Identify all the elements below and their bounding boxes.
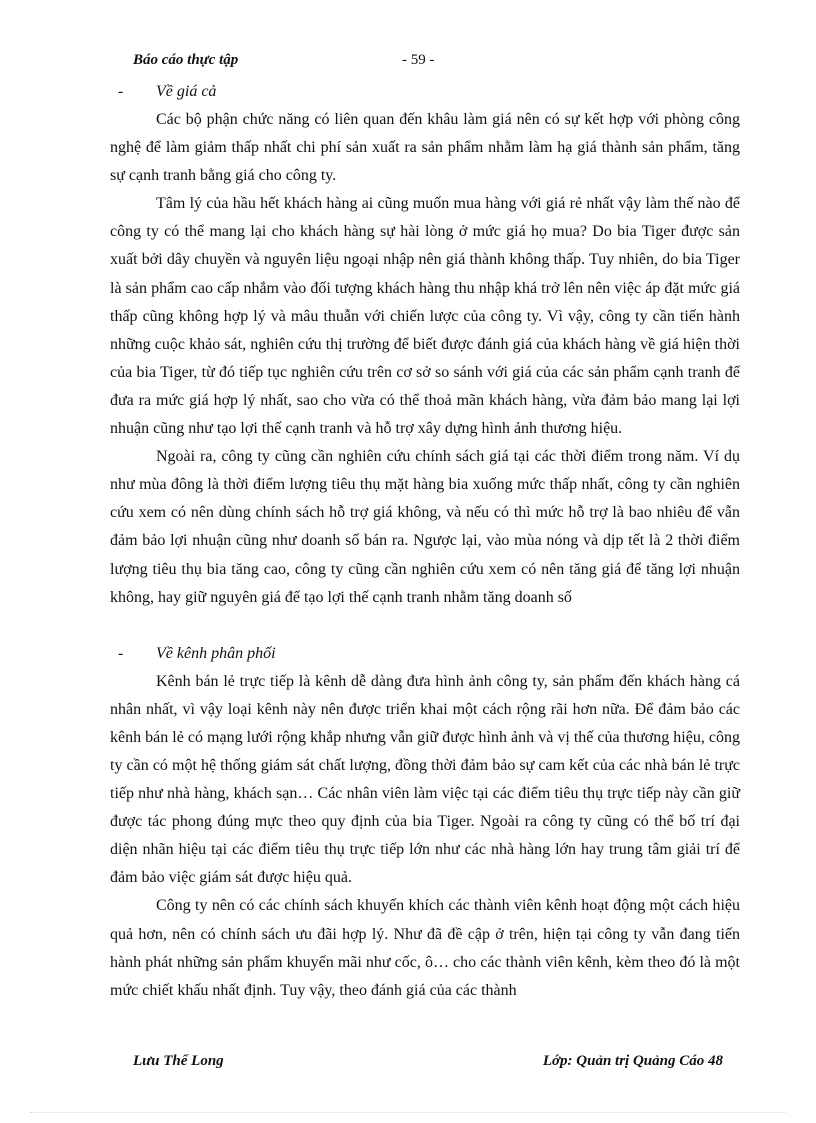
paragraph: Công ty nên có các chính sách khuyến khích các thành viên kênh hoạt động một cách hiệu quả hơn, nên có chính sách ưu đãi hợp lý. Như đã đề cập ở trên, hiện tại công ty vẫn đang tiến hành phát những sản phẩm khuyến mãi như cốc, ô… cho các thành viên kênh, kèm theo đó là một mức chiết khấu nhất định. Tuy vậy, theo đánh giá của các thành xyxy=(110,897,740,999)
section-heading-price xyxy=(110,78,740,106)
bullet-dash: - xyxy=(118,644,124,662)
section-heading-label: Về giá cả xyxy=(156,83,217,100)
page-bottom-edge xyxy=(30,1112,786,1113)
paragraph: Kênh bán lẻ trực tiếp là kênh dễ dàng đưa hình ảnh công ty, sản phẩm đến khách hàng cá nhân nhất, vì vậy loại kênh này nên được triển khai một cách rộng rãi hơn nữa. Để đảm bảo các kênh bán lẻ có mạng lưới rộng khắp nhưng vẫn giữ được hình ảnh và vị thế của thương hiệu, công ty cần có một hệ thống giám sát chất lượng, đồng thời đảm bảo sự cam kết của các nhà bán lẻ trực tiếp như nhà hàng, khách sạn… Các nhân viên làm việc tại các điểm tiêu thụ trực tiếp này cần giữ được tác phong đúng mực theo quy định của bia Tiger. Ngoài ra công ty cũng có thể bố trí đại diện nhãn hiệu tại các điểm tiêu thụ trực tiếp lớn như các nhà hàng lớn hay trung tâm giải trí để đảm bảo việc giám sát được hiệu quả. xyxy=(110,672,740,887)
page-number: - 59 - xyxy=(402,52,435,68)
page-footer xyxy=(133,1053,723,1075)
report-title: Báo cáo thực tập xyxy=(133,52,239,68)
class-label: Lớp: Quản trị Quảng Cáo 48 xyxy=(542,1053,723,1069)
paragraph: Các bộ phận chức năng có liên quan đến khâu làm giá nên có sự kết hợp với phòng công nghệ để làm giảm thấp nhất chi phí sản xuất ra sản phẩm nhằm làm hạ giá thành sản phẩm, tăng sự cạnh tranh bằng giá cho công ty. xyxy=(110,111,740,185)
bullet-dash: - xyxy=(118,83,124,100)
blank-line xyxy=(110,612,740,640)
section-heading-distribution xyxy=(110,640,740,668)
paragraph: Tâm lý của hầu hết khách hàng ai cũng muốn mua hàng với giá rẻ nhất vậy làm thế nào để công ty có thể mang lại cho khách hàng sự hài lòng ở mức giá họ mua? Do bia Tiger được sản xuất bởi dây chuyền và nguyên liệu ngoại nhập nên giá thành không thấp. Tuy nhiên, do bia Tiger là sản phẩm cao cấp nhắm vào đối tượng khách hàng thu nhập khá trở lên nên việc áp đặt mức giá thấp cũng không hợp lý và mâu thuẫn với chiến lược của công ty. Vì vậy, công ty cần tiến hành những cuộc khảo sát, nghiên cứu thị trường để biết được đánh giá của khách hàng về giá hiện thời của bia Tiger, từ đó tiếp tục nghiên cứu trên cơ sở so sánh với giá của các sản phẩm cạnh tranh để đưa ra mức giá hợp lý nhất, sao cho vừa có thể thoả mãn khách hàng, vừa đảm bảo mang lại lợi nhuận cũng như tạo lợi thế cạnh tranh và hỗ trợ xây dựng hình ảnh thương hiệu. xyxy=(110,195,740,438)
document-body xyxy=(110,78,740,1005)
page-header xyxy=(133,52,733,74)
author-name: Lưu Thế Long xyxy=(133,1053,224,1069)
section-heading-label: Về kênh phân phối xyxy=(156,644,276,662)
paragraph: Ngoài ra, công ty cũng cần nghiên cứu chính sách giá tại các thời điểm trong năm. Ví dụ như mùa đông là thời điểm lượng tiêu thụ mặt hàng bia xuống mức thấp nhất, công ty cần nghiên cứu xem có nên dùng chính sách hỗ trợ giá không, và nếu có thì mức hỗ trợ là bao nhiêu để vẫn đảm bảo lợi nhuận cũng như doanh số bán ra. Ngược lại, vào mùa nóng và dịp tết là 2 thời điểm lượng tiêu thụ bia tăng cao, công ty cũng cần nghiên cứu xem có nên tăng giá để tăng lợi nhuận không, hay giữ nguyên giá để tạo lợi thế cạnh tranh nhằm tăng doanh số xyxy=(110,448,740,606)
